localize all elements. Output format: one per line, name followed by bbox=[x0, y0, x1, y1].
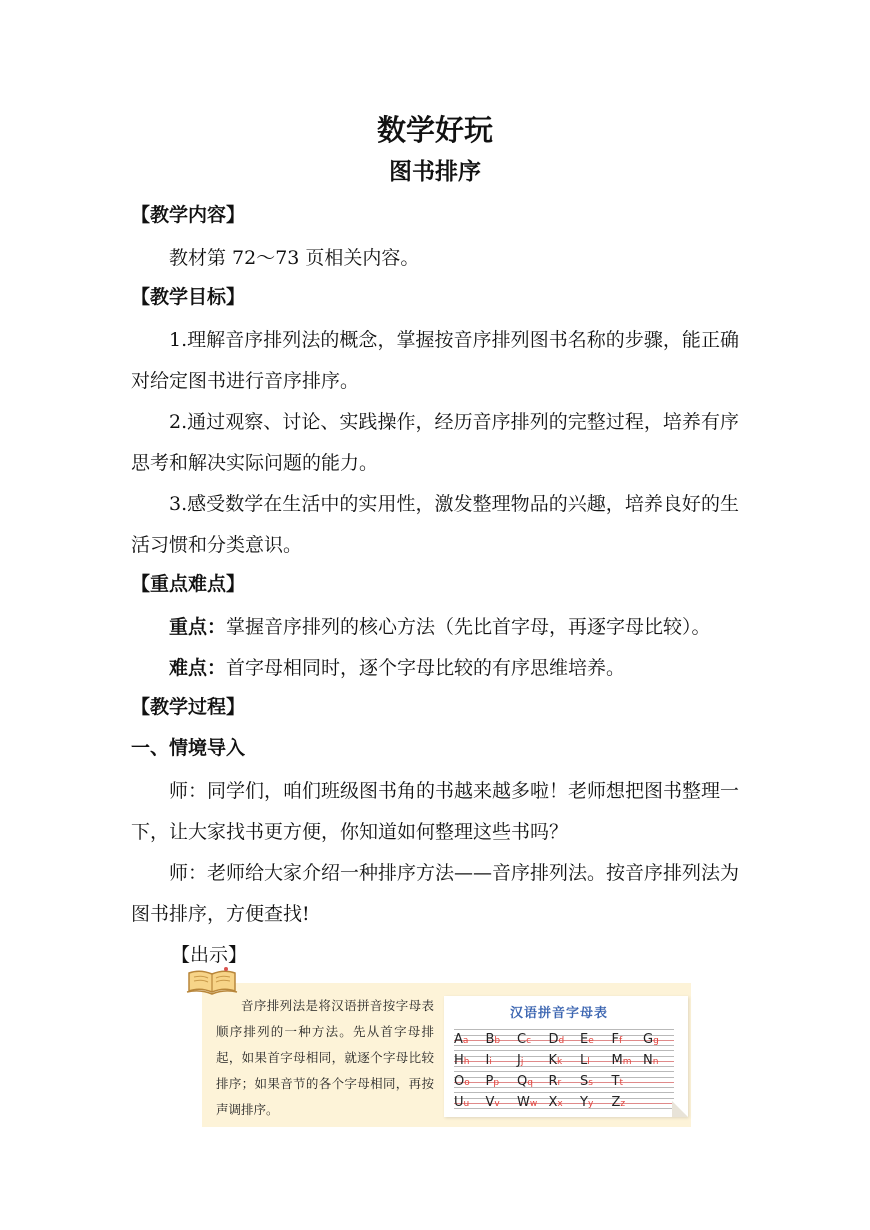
uppercase-letter: X bbox=[548, 1095, 558, 1110]
alphabet-row bbox=[454, 1049, 674, 1067]
uppercase-letter: M bbox=[611, 1053, 623, 1068]
alphabet-letter bbox=[549, 1049, 563, 1068]
lowercase-letter: o bbox=[464, 1078, 470, 1088]
uppercase-letter: T bbox=[611, 1074, 620, 1089]
uppercase-letter: B bbox=[485, 1032, 495, 1047]
lowercase-letter: c bbox=[526, 1036, 532, 1046]
uppercase-letter: O bbox=[454, 1074, 465, 1089]
lowercase-letter: h bbox=[463, 1057, 470, 1067]
lowercase-letter: l bbox=[587, 1057, 590, 1067]
difficult-point bbox=[131, 648, 739, 689]
uppercase-letter: C bbox=[517, 1032, 527, 1047]
lowercase-letter: p bbox=[493, 1078, 500, 1088]
section-heading-key: 【重点难点】 bbox=[131, 573, 246, 595]
alphabet-title: 汉语拼音字母表 bbox=[509, 1006, 608, 1021]
alphabet-letter bbox=[612, 1049, 632, 1068]
uppercase-letter: A bbox=[454, 1032, 463, 1047]
lowercase-letter: t bbox=[619, 1078, 623, 1088]
alphabet-row bbox=[454, 1070, 674, 1088]
lowercase-letter: s bbox=[588, 1078, 593, 1088]
page-subtitle: 图书排序 bbox=[389, 159, 481, 185]
show-label: 【出示】 bbox=[171, 944, 248, 966]
alphabet-letter bbox=[517, 1028, 531, 1047]
alphabet-letter bbox=[517, 1070, 533, 1089]
lowercase-letter: r bbox=[557, 1078, 562, 1088]
pinyin-figure bbox=[186, 965, 691, 1127]
lowercase-letter: j bbox=[520, 1057, 524, 1067]
lowercase-letter: k bbox=[557, 1057, 563, 1067]
document-body bbox=[131, 197, 739, 978]
uppercase-letter: Z bbox=[611, 1095, 621, 1110]
uppercase-letter: F bbox=[611, 1032, 619, 1047]
section-heading-process: 【教学过程】 bbox=[131, 696, 246, 718]
alphabet-letter bbox=[580, 1091, 593, 1110]
alphabet-letter bbox=[612, 1028, 623, 1047]
uppercase-letter: N bbox=[643, 1053, 653, 1068]
open-book-icon bbox=[186, 965, 238, 995]
alphabet-letter bbox=[549, 1091, 563, 1110]
lowercase-letter: x bbox=[557, 1099, 563, 1109]
alphabet-letter bbox=[486, 1091, 500, 1110]
alphabet-letter bbox=[549, 1028, 565, 1047]
teacher-dialog-2: 师：老师给大家介绍一种排序方法——音序排列法。按音序排列法为图书排序，方便查找! bbox=[131, 862, 740, 925]
lowercase-letter: b bbox=[494, 1036, 501, 1046]
uppercase-letter: I bbox=[485, 1053, 490, 1068]
alphabet-letter bbox=[643, 1028, 659, 1047]
figure-description: 音序排列法是将汉语拼音按字母表顺序排列的一种方法。先从首字母排起，如果首字母相同，就逐个字母比较排序；如果音节的各个字母相同，再按声调排序。 bbox=[216, 998, 434, 1117]
page-curl bbox=[672, 1101, 688, 1117]
goal-item-3: 3.感受数学在生活中的实用性，激发整理物品的兴趣，培养良好的生活习惯和分类意识。 bbox=[131, 493, 739, 556]
difficult-label: 难点： bbox=[169, 657, 227, 679]
uppercase-letter: J bbox=[517, 1053, 521, 1068]
uppercase-letter: U bbox=[454, 1095, 464, 1110]
content-text: 教材第 72～73 页相关内容。 bbox=[169, 247, 420, 269]
alphabet-letter bbox=[580, 1028, 594, 1047]
key-point bbox=[131, 607, 739, 648]
alphabet-letter bbox=[643, 1049, 658, 1068]
alphabet-row bbox=[454, 1091, 674, 1109]
lowercase-letter: e bbox=[588, 1036, 594, 1046]
lowercase-letter: m bbox=[622, 1057, 632, 1067]
alphabet-letter bbox=[454, 1070, 470, 1089]
uppercase-letter: L bbox=[580, 1053, 588, 1068]
uppercase-letter: V bbox=[485, 1095, 495, 1110]
uppercase-letter: Y bbox=[580, 1095, 588, 1110]
key-label: 重点： bbox=[169, 616, 227, 638]
lowercase-letter: u bbox=[463, 1099, 470, 1109]
uppercase-letter: D bbox=[548, 1032, 559, 1047]
lowercase-letter: i bbox=[489, 1057, 492, 1067]
lowercase-letter: a bbox=[462, 1036, 469, 1046]
alphabet-letter bbox=[486, 1070, 500, 1089]
lowercase-letter: z bbox=[620, 1099, 626, 1109]
lowercase-letter: w bbox=[529, 1099, 538, 1109]
alphabet-letter bbox=[517, 1049, 523, 1068]
lowercase-letter: g bbox=[653, 1036, 659, 1046]
alphabet-letter bbox=[580, 1070, 593, 1089]
teacher-dialog-1: 师：同学们，咱们班级图书角的书越来越多啦！老师想把图书整理一下，让大家找书更方便，你知道如何整理这些书吗？ bbox=[131, 780, 740, 843]
part-heading-intro: 一、情境导入 bbox=[131, 737, 246, 759]
lowercase-letter: d bbox=[558, 1036, 565, 1046]
alphabet-letter bbox=[486, 1028, 501, 1047]
uppercase-letter: Q bbox=[517, 1074, 528, 1089]
uppercase-letter: P bbox=[485, 1074, 494, 1089]
alphabet-letter bbox=[612, 1070, 623, 1089]
lowercase-letter: n bbox=[652, 1057, 659, 1067]
page-title: 数学好玩 bbox=[376, 113, 493, 147]
uppercase-letter: H bbox=[454, 1053, 464, 1068]
uppercase-letter: K bbox=[548, 1053, 558, 1068]
key-text: 掌握音序排列的核心方法（先比首字母，再逐字母比较）。 bbox=[226, 616, 711, 638]
section-heading-goals: 【教学目标】 bbox=[131, 286, 246, 308]
lowercase-letter: q bbox=[527, 1078, 533, 1088]
uppercase-letter: W bbox=[517, 1095, 530, 1110]
lowercase-letter: y bbox=[587, 1099, 594, 1109]
alphabet-letter bbox=[454, 1091, 469, 1110]
goal-item-2: 2.通过观察、讨论、实践操作，经历音序排列的完整过程，培养有序思考和解决实际问题的能力。 bbox=[131, 411, 739, 474]
goal-item-1: 1.理解音序排列法的概念，掌握按音序排列图书名称的步骤，能正确对给定图书进行音序排序。 bbox=[131, 329, 739, 392]
alphabet-letter bbox=[549, 1070, 562, 1089]
alphabet-letter bbox=[517, 1091, 537, 1110]
alphabet-row bbox=[454, 1028, 674, 1046]
pinyin-alphabet-card bbox=[444, 996, 688, 1117]
alphabet-letter bbox=[612, 1091, 626, 1110]
alphabet-letter bbox=[580, 1049, 590, 1068]
section-heading-content: 【教学内容】 bbox=[131, 204, 246, 226]
uppercase-letter: G bbox=[643, 1032, 654, 1047]
alphabet-letter bbox=[486, 1049, 492, 1068]
uppercase-letter: R bbox=[548, 1074, 558, 1089]
alphabet-letter bbox=[454, 1028, 468, 1047]
lowercase-letter: f bbox=[618, 1036, 623, 1046]
uppercase-letter: S bbox=[580, 1074, 589, 1089]
alphabet-letter bbox=[454, 1049, 470, 1068]
difficult-text: 首字母相同时，逐个字母比较的有序思维培养。 bbox=[226, 657, 626, 679]
uppercase-letter: E bbox=[580, 1032, 589, 1047]
lowercase-letter: v bbox=[494, 1099, 500, 1109]
